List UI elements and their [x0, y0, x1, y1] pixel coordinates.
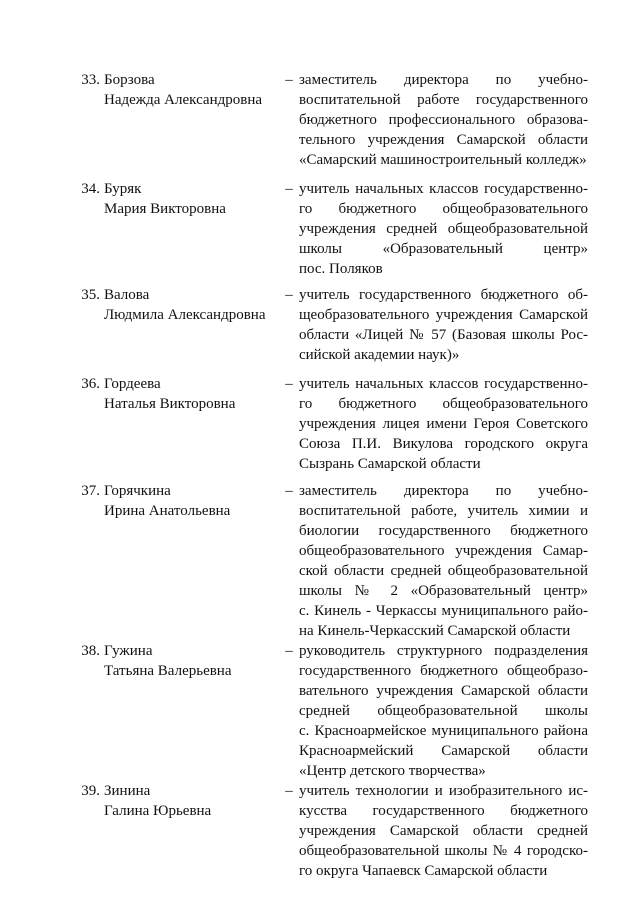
description-line: Сызрань Самарской области: [299, 456, 481, 472]
given-names: Мария Викторовна: [104, 201, 226, 217]
description-line: средней общеобразовательной школы: [299, 703, 588, 719]
description-line: сийской академии наук)»: [299, 347, 460, 363]
description-line: учреждения Самарской области средней: [299, 823, 588, 839]
dash-separator: –: [285, 483, 293, 499]
position-description: [299, 179, 588, 279]
given-names: Наталья Викторовна: [104, 396, 236, 412]
surname: Гужина: [104, 643, 153, 659]
dash-separator: –: [285, 72, 293, 88]
description-line: «Самарский машиностроительный колледж»: [299, 152, 587, 168]
person-name: [104, 481, 284, 521]
description-line: бюджетного профессионального образова-: [299, 112, 588, 128]
description-line: ской области средней общеобразовательной: [299, 563, 588, 579]
description-line: школы «Образовательный центр»: [299, 241, 588, 257]
description-line: биологии государственного бюджетного: [299, 523, 588, 539]
description-line: Красноармейский Самарской области: [299, 743, 588, 759]
description-line: учитель начальных классов государственно-: [299, 181, 588, 197]
surname: Валова: [104, 287, 150, 303]
person-name: [104, 70, 284, 110]
item-number: 36.: [81, 376, 100, 392]
description-line: учитель технологии и изобразительного ис-: [299, 783, 588, 799]
item-number: 33.: [81, 72, 100, 88]
position-description: [299, 781, 588, 881]
description-line: учреждения лицея имени Героя Советского: [299, 416, 588, 432]
description-line: заместитель директора по учебно-: [299, 483, 588, 499]
given-names: Татьяна Валерьевна: [104, 663, 232, 679]
dash-separator: –: [285, 643, 293, 659]
description-line: на Кинель-Черкасский Самарской области: [299, 623, 571, 639]
person-name: [104, 179, 284, 219]
description-line: с. Красноармейское муниципального района: [299, 723, 588, 739]
given-names: Надежда Александровна: [104, 92, 262, 108]
description-line: руководитель структурного подразделения: [299, 643, 588, 659]
item-number: 34.: [81, 181, 100, 197]
person-name: [104, 781, 284, 821]
description-line: воспитательной работе, учитель химии и: [299, 503, 588, 519]
description-line: «Центр детского творчества»: [299, 763, 486, 779]
person-name: [104, 285, 284, 325]
description-line: учреждения средней общеобразовательной: [299, 221, 588, 237]
surname: Буряк: [104, 181, 142, 197]
description-line: Союза П.И. Викулова городского округа: [299, 436, 588, 452]
description-line: пос. Поляков: [299, 261, 383, 277]
description-line: учитель государственного бюджетного об-: [299, 287, 588, 303]
surname: Зинина: [104, 783, 151, 799]
description-line: тельного учреждения Самарской области: [299, 132, 588, 148]
description-line: воспитательной работе государственного: [299, 92, 588, 108]
surname: Гордеева: [104, 376, 161, 392]
description-line: с. Кинель - Черкассы муниципального райо-: [299, 603, 588, 619]
item-number: 38.: [81, 643, 100, 659]
item-number: 35.: [81, 287, 100, 303]
description-line: го округа Чапаевск Самарской области: [299, 863, 548, 879]
given-names: Галина Юрьевна: [104, 803, 212, 819]
description-line: государственного бюджетного общеобразо-: [299, 663, 588, 679]
item-number: 37.: [81, 483, 100, 499]
surname: Борзова: [104, 72, 155, 88]
description-line: области «Лицей № 57 (Базовая школы Рос-: [299, 327, 588, 343]
position-description: [299, 641, 588, 781]
description-line: школы № 2 «Образовательный центр»: [299, 583, 588, 599]
position-description: [299, 374, 588, 474]
given-names: Ирина Анатольевна: [104, 503, 231, 519]
description-line: учитель начальных классов государственно-: [299, 376, 588, 392]
description-line: щеобразовательного учреждения Самарской: [299, 307, 588, 323]
person-name: [104, 641, 284, 681]
description-line: заместитель директора по учебно-: [299, 72, 588, 88]
description-line: го бюджетного общеобразовательного: [299, 201, 588, 217]
given-names: Людмила Александровна: [104, 307, 266, 323]
position-description: [299, 70, 588, 170]
description-line: вательного учреждения Самарской области: [299, 683, 588, 699]
description-line: общеобразовательного учреждения Самар-: [299, 543, 588, 559]
description-line: го бюджетного общеобразовательного: [299, 396, 588, 412]
position-description: [299, 481, 588, 641]
item-number: 39.: [81, 783, 100, 799]
dash-separator: –: [285, 376, 293, 392]
person-name: [104, 374, 284, 414]
dash-separator: –: [285, 287, 293, 303]
surname: Горячкина: [104, 483, 171, 499]
description-line: кусства государственного бюджетного: [299, 803, 588, 819]
position-description: [299, 285, 588, 365]
dash-separator: –: [285, 181, 293, 197]
dash-separator: –: [285, 783, 293, 799]
description-line: общеобразовательной школы № 4 городско-: [299, 843, 588, 859]
